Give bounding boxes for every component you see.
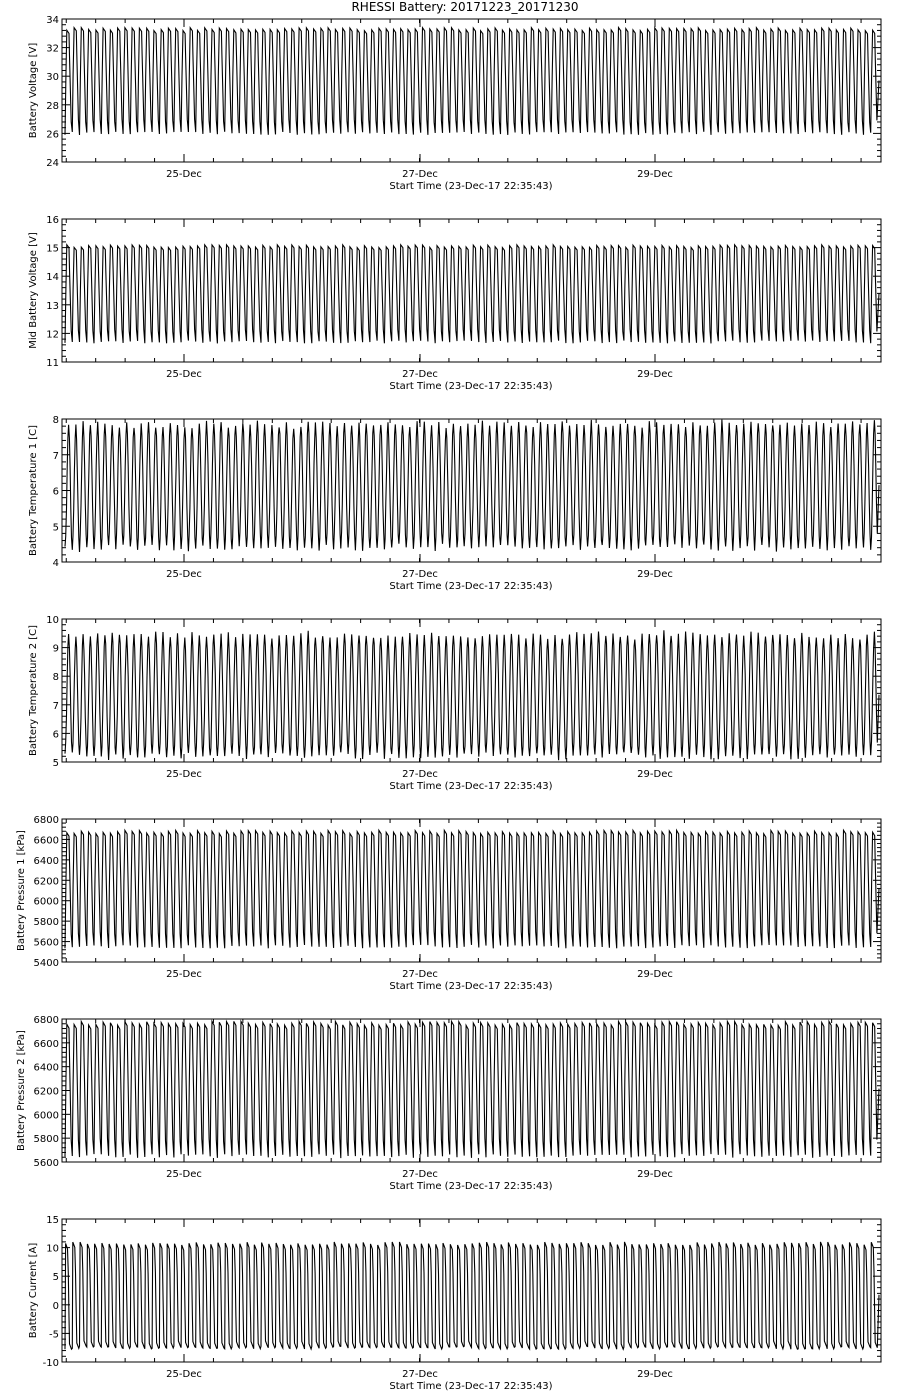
- y-axis-title: Battery Pressure 2 [kPa]: [16, 1030, 27, 1151]
- y-tick-label: 6: [52, 729, 59, 741]
- y-tick-label: -5: [49, 1329, 59, 1341]
- y-tick-label: 4: [52, 558, 59, 569]
- y-tick-label: 0: [52, 1300, 59, 1312]
- y-tick-label: 15: [46, 1215, 59, 1226]
- x-tick-label: 29-Dec: [637, 569, 673, 580]
- x-tick-label: 25-Dec: [166, 1369, 202, 1380]
- y-tick-label: 10: [46, 1243, 59, 1255]
- y-axis-title: Battery Temperature 2 [C]: [28, 624, 39, 757]
- series-line: [65, 28, 879, 135]
- y-tick-label: 11: [46, 358, 59, 369]
- chart-panel-2: [28, 215, 881, 392]
- y-tick-label: 24: [46, 158, 59, 169]
- x-tick-label: 29-Dec: [637, 969, 673, 980]
- y-tick-label: 6800: [33, 815, 59, 826]
- x-tick-label: 27-Dec: [402, 569, 438, 580]
- x-tick-label: 25-Dec: [166, 569, 202, 580]
- y-axis-title: Mid Battery Voltage [V]: [28, 232, 39, 349]
- y-tick-label: 6400: [33, 1062, 59, 1074]
- y-tick-label: 5800: [33, 917, 59, 929]
- y-axis-title: Battery Pressure 1 [kPa]: [16, 830, 27, 951]
- y-tick-label: 26: [46, 129, 59, 141]
- x-tick-label: 25-Dec: [166, 969, 202, 980]
- chart-panel-6: [16, 1015, 881, 1192]
- x-tick-label: 29-Dec: [637, 1369, 673, 1380]
- y-tick-label: 16: [46, 215, 59, 226]
- series-line: [65, 1242, 879, 1349]
- x-tick-label: 29-Dec: [637, 769, 673, 780]
- y-tick-label: 6600: [33, 1038, 59, 1050]
- y-tick-label: 6000: [33, 1110, 59, 1122]
- x-axis-title: Start Time (23-Dec-17 22:35:43): [389, 381, 553, 392]
- x-axis-title: Start Time (23-Dec-17 22:35:43): [389, 581, 553, 592]
- x-axis-title: Start Time (23-Dec-17 22:35:43): [389, 181, 553, 192]
- y-tick-label: 30: [46, 72, 59, 84]
- y-tick-label: 32: [46, 43, 59, 55]
- series-line: [65, 245, 879, 344]
- y-tick-label: 6000: [33, 896, 59, 908]
- y-tick-label: 28: [46, 100, 59, 112]
- y-tick-label: 9: [52, 643, 59, 655]
- x-tick-label: 27-Dec: [402, 369, 438, 380]
- figure-title: RHESSI Battery: 20171223_20171230: [351, 0, 579, 14]
- x-tick-label: 27-Dec: [402, 169, 438, 180]
- y-tick-label: 13: [46, 300, 59, 312]
- y-tick-label: 14: [46, 272, 59, 284]
- y-tick-label: 5: [52, 758, 59, 769]
- y-tick-label: 6: [52, 486, 59, 498]
- chart-panel-4: [28, 615, 881, 792]
- chart-panel-1: [28, 15, 881, 192]
- x-tick-label: 25-Dec: [166, 1169, 202, 1180]
- y-tick-label: 5600: [33, 1158, 59, 1169]
- y-tick-label: 7: [52, 450, 59, 462]
- y-tick-label: 5600: [33, 937, 59, 949]
- x-tick-label: 25-Dec: [166, 169, 202, 180]
- series-line: [65, 630, 879, 760]
- x-axis-title: Start Time (23-Dec-17 22:35:43): [389, 1181, 553, 1192]
- y-tick-label: 5800: [33, 1134, 59, 1146]
- y-tick-label: 15: [46, 243, 59, 255]
- x-tick-label: 29-Dec: [637, 369, 673, 380]
- y-tick-label: 7: [52, 700, 59, 712]
- series-line: [65, 420, 879, 552]
- y-tick-label: 6600: [33, 835, 59, 847]
- y-axis-title: Battery Voltage [V]: [28, 42, 39, 139]
- chart-panel-5: [16, 815, 881, 992]
- y-axis-title: Battery Temperature 1 [C]: [28, 424, 39, 557]
- series-line: [65, 830, 879, 948]
- y-axis-title: Battery Current [A]: [28, 1242, 39, 1339]
- y-tick-label: -10: [42, 1358, 59, 1369]
- x-tick-label: 25-Dec: [166, 369, 202, 380]
- y-tick-label: 5400: [33, 958, 59, 969]
- x-tick-label: 27-Dec: [402, 1369, 438, 1380]
- x-axis-title: Start Time (23-Dec-17 22:35:43): [389, 981, 553, 992]
- y-tick-label: 6200: [33, 1086, 59, 1098]
- x-axis-title: Start Time (23-Dec-17 22:35:43): [389, 781, 553, 792]
- y-tick-label: 5: [52, 522, 59, 534]
- y-tick-label: 6200: [33, 876, 59, 888]
- y-tick-label: 8: [52, 415, 59, 426]
- x-tick-label: 27-Dec: [402, 769, 438, 780]
- x-axis-title: Start Time (23-Dec-17 22:35:43): [389, 1381, 553, 1392]
- x-tick-label: 29-Dec: [637, 169, 673, 180]
- x-tick-label: 29-Dec: [637, 1169, 673, 1180]
- y-tick-label: 6800: [33, 1015, 59, 1026]
- x-tick-label: 25-Dec: [166, 769, 202, 780]
- chart-panel-3: [28, 415, 881, 592]
- y-tick-label: 12: [46, 329, 59, 341]
- y-tick-label: 6400: [33, 855, 59, 867]
- x-tick-label: 27-Dec: [402, 969, 438, 980]
- chart-panel-7: [28, 1215, 881, 1392]
- y-tick-label: 34: [46, 15, 59, 26]
- x-tick-label: 27-Dec: [402, 1169, 438, 1180]
- y-tick-label: 10: [46, 615, 59, 626]
- y-tick-label: 8: [52, 672, 59, 684]
- y-tick-label: 5: [52, 1272, 59, 1284]
- series-line: [65, 1021, 879, 1158]
